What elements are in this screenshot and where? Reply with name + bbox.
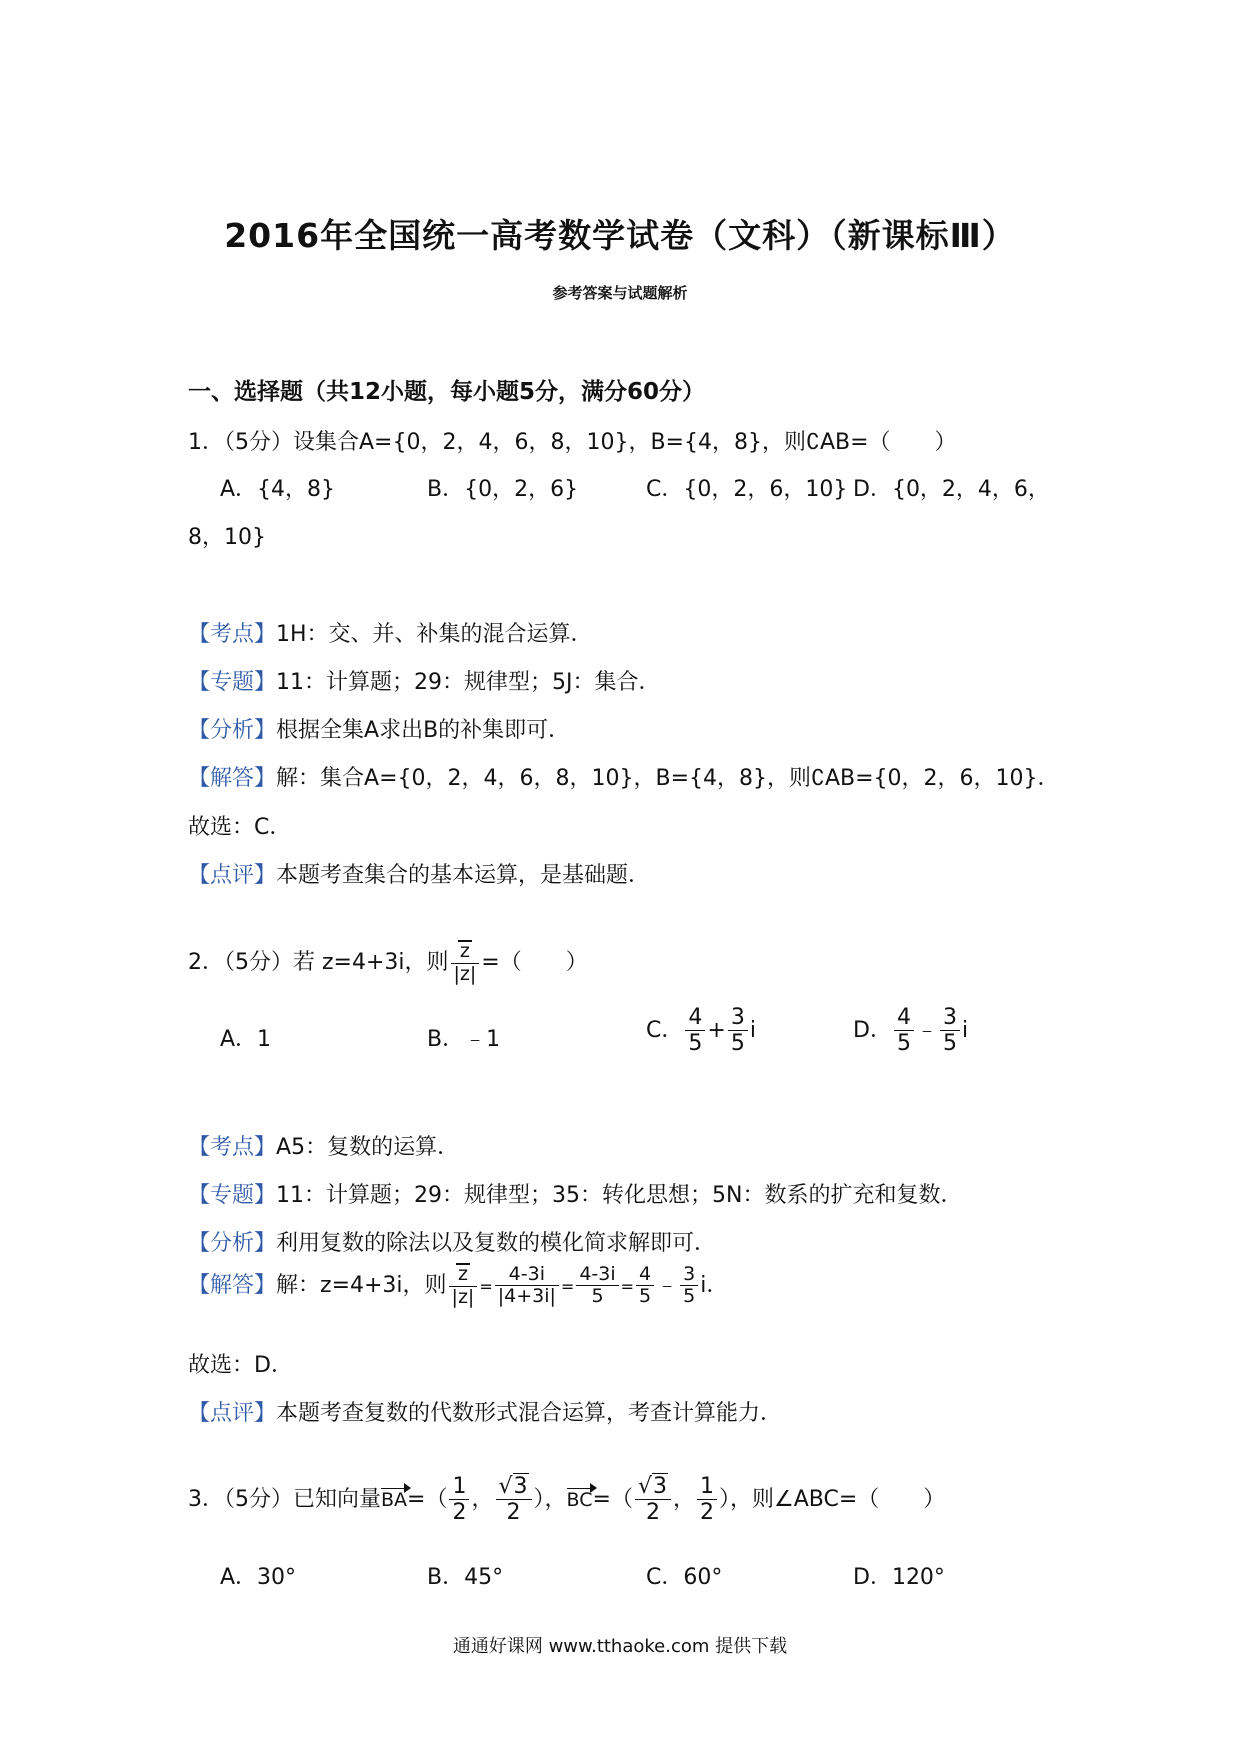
fenxi-tag: 【分析】 [188,718,277,743]
q1-kaodian-text: 1H：交、并、补集的混合运算． [276,622,593,647]
kaodian-tag: 【考点】 [188,622,277,647]
q2-fenxi [188,1226,716,1257]
q2-fenxi-text: 利用复数的除法以及复数的模化简求解即可． [276,1231,717,1256]
q2-zhuanti [188,1178,962,1209]
q2-kaodian [188,1130,459,1161]
q1-option-d-continued: 8，10} [188,525,266,550]
modulus-z: |z| [453,962,477,985]
q1-jieda-text: 解：集合A={0，2，4，6，8，10}，B={4，8}，则∁AB={0，2，6，10}． [276,766,1060,791]
q3-option-b: B．45° [427,1565,504,1590]
frac-sqrt3-2: $\frac{√3}{2}$ [635,1474,671,1526]
q2-option-a: A．1 [220,1027,272,1052]
q2-jieda: 【解答】解：z=4+3i，则 $\frac{z}{|z|}$ = $\frac{4-3i}{|4+3i|}$ = $\frac{4-3i}{5}$ = $\frac{4}{5}$ ﹣ $\frac{3}{5}$ i． [188,1262,729,1308]
q1-option-d: D．{0，2，4，6， [853,477,1050,502]
frac-4-5: $\frac{4}{5}$ [685,1005,705,1057]
frac-3-5: $\frac{3}{5}$ [728,1005,748,1057]
page-footer: 通通好课网 www.tthaoke.com 提供下载 [452,1636,788,1657]
q1-kaodian [188,617,593,648]
q1-option-c: C．{0，2，6，10} [646,477,848,502]
frac-sqrt3-2: $\frac{√3}{2}$ [496,1474,532,1526]
q2-stem [188,940,588,986]
q2-option-b: B．﹣1 [427,1027,501,1052]
q3-stem-pre: 3．（5分）已知向量 [188,1486,381,1512]
q1-zhuanti-text: 11：计算题；29：规律型；5J：集合． [276,670,661,695]
q1-option-a: A．{4，8} [220,477,336,502]
zhuanti-tag: 【专题】 [188,1183,277,1208]
fenxi-tag: 【分析】 [188,1231,277,1256]
frac-4-5: $\frac{4}{5}$ [894,1005,914,1057]
q2-zhuanti-text: 11：计算题；29：规律型；35：转化思想；5N：数系的扩充和复数． [276,1183,963,1208]
vector-bc: BC [566,1488,593,1511]
q1-dianping [188,858,650,889]
q2-stem-pre: 2．（5分）若 z=4+3i，则 [188,949,449,975]
q1-jieda [188,761,1060,792]
q1-answer: 故选：C． [188,815,292,840]
q3-stem-post: ），则∠ABC=（ ） [719,1486,946,1512]
q1-option-b: B．{0，2，6} [427,477,579,502]
q2-option-d: D． $\frac{4}{5}$ ﹣ $\frac{3}{5}$ i [853,1005,969,1057]
q2-dianping-text: 本题考查复数的代数形式混合运算，考查计算能力． [276,1401,783,1426]
q1-fenxi [188,713,570,744]
q3-option-d: D．120° [853,1565,945,1590]
q1-dianping-text: 本题考查集合的基本运算，是基础题． [276,863,651,888]
q2-jieda-pre: 解：z=4+3i，则 [276,1272,447,1298]
page-title: 2016年全国统一高考数学试卷（文科）（新课标Ⅲ） [224,216,1016,255]
section-heading: 一、选择题（共12小题，每小题5分，满分60分） [188,379,706,405]
conjugate-z: z [459,940,470,962]
q2-dianping [188,1396,782,1427]
q1-stem: 1．（5分）设集合A={0，2，4，6，8，10}，B={4，8}，则∁AB=（ ） [188,430,957,455]
q2-option-c: C． $\frac{4}{5}$ + $\frac{3}{5}$ i [646,1005,756,1057]
q3-option-c: C．60° [646,1565,723,1590]
kaodian-tag: 【考点】 [188,1135,277,1160]
frac-1-2: $\frac{1}{2}$ [697,1474,717,1526]
frac-3-5: $\frac{3}{5}$ [940,1005,960,1057]
q2-answer: 故选：D． [188,1353,293,1378]
q1-zhuanti [188,665,661,696]
zhuanti-tag: 【专题】 [188,670,277,695]
jieda-tag: 【解答】 [188,766,277,791]
dianping-tag: 【点评】 [188,1401,277,1426]
jieda-tag: 【解答】 [188,1272,277,1298]
q1-fenxi-text: 根据全集A求出B的补集即可． [276,718,571,743]
q2-fraction [451,940,480,986]
frac-1-2: $\frac{1}{2}$ [449,1474,469,1526]
dianping-tag: 【点评】 [188,863,277,888]
q3-option-a: A．30° [220,1565,297,1590]
q3-stem: 3．（5分）已知向量BA=（ $\frac{1}{2}$ ， $\frac{√3}{2}$ ），BC=（ $\frac{√3}{2}$ ， $\frac{1}{2}$ ），则∠ABC=（ ） [188,1474,946,1526]
q2-kaodian-text: A5：复数的运算． [276,1135,460,1160]
q2-stem-post: =（ ） [481,949,588,975]
page-subtitle: 参考答案与试题解析 [552,284,688,302]
vector-ba: BA [381,1488,408,1511]
